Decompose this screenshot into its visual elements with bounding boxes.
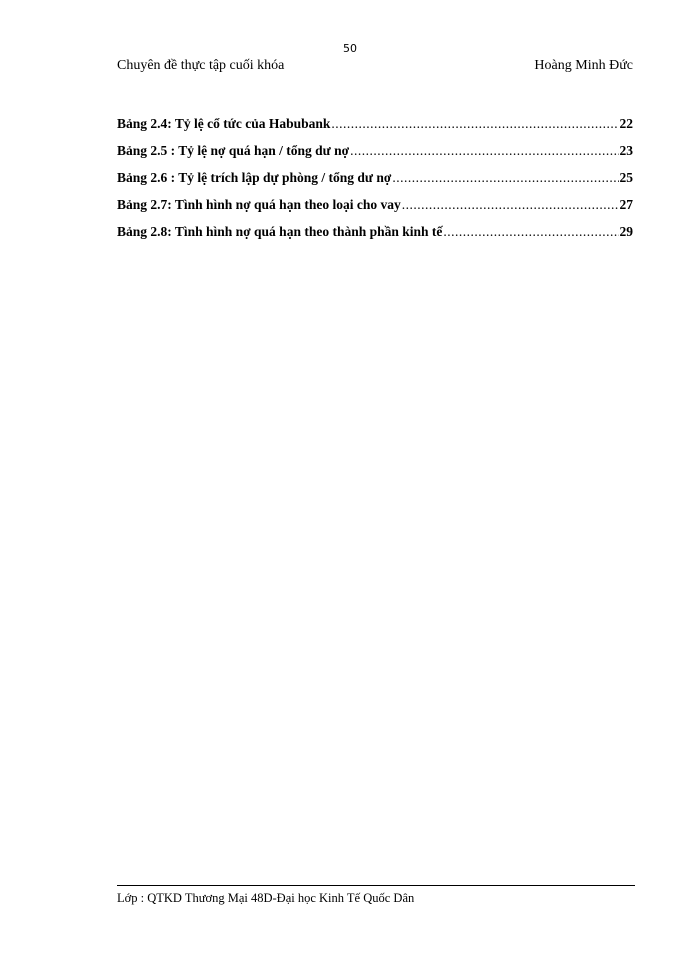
- toc-entry-page: 22: [619, 116, 633, 131]
- toc-leader-dots: [350, 143, 618, 159]
- toc-entry-page: 29: [619, 224, 633, 239]
- toc-entry[interactable]: [117, 197, 633, 224]
- toc-entry-page: 27: [619, 197, 633, 212]
- toc-leader-dots: [443, 224, 618, 240]
- toc-entry[interactable]: [117, 170, 633, 197]
- toc-entry-label: Bảng 2.5 : Tỷ lệ nợ quá hạn / tổng dư nợ: [117, 143, 350, 158]
- header-title: Chuyên đề thực tập cuối khóa: [117, 58, 285, 73]
- toc-entry-label: Bảng 2.4: Tỷ lệ cổ tức của Habubank: [117, 116, 331, 131]
- toc-entry-label: Bảng 2.8: Tình hình nợ quá hạn theo thành phần kinh tế: [117, 224, 443, 239]
- toc-entry[interactable]: [117, 116, 633, 143]
- toc-entry-page: 25: [619, 170, 633, 185]
- header-author: Hoàng Minh Đức: [534, 58, 633, 73]
- toc-leader-dots: [331, 116, 618, 132]
- toc-leader-dots: [402, 197, 619, 213]
- toc-entry[interactable]: [117, 224, 633, 251]
- footer-divider: [117, 885, 635, 886]
- page-number: 50: [343, 42, 357, 55]
- table-of-contents: [117, 116, 633, 251]
- toc-leader-dots: [392, 170, 618, 186]
- page-header: [117, 58, 633, 78]
- toc-entry-page: 23: [619, 143, 633, 158]
- toc-entry-label: Bảng 2.7: Tình hình nợ quá hạn theo loại cho vay: [117, 197, 401, 212]
- toc-entry[interactable]: [117, 143, 633, 170]
- toc-entry-label: Bảng 2.6 : Tỷ lệ trích lập dự phòng / tổng dư nợ: [117, 170, 392, 185]
- page-footer: Lớp : QTKD Thương Mại 48D-Đại học Kinh Tế Quốc Dân: [117, 891, 415, 905]
